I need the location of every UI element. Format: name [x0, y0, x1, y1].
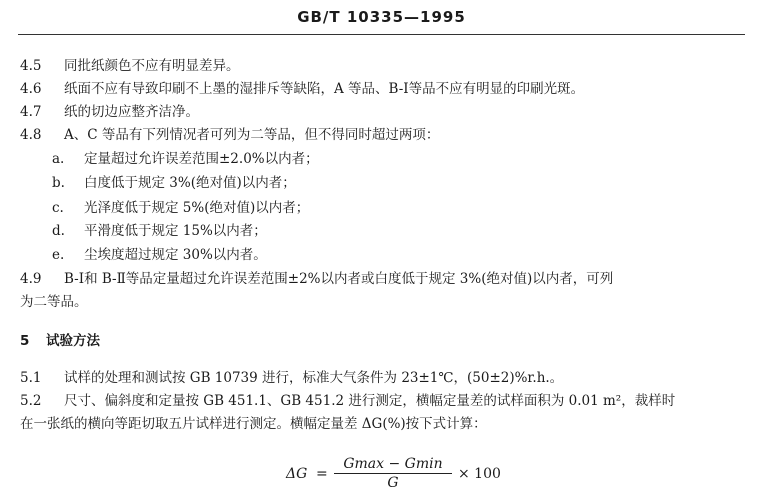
formula-multiplier: × 100 [458, 466, 501, 482]
fraction-bar [334, 473, 452, 474]
clause-text: 尺寸、偏斜度和定量按 GB 451.1、GB 451.2 进行测定，横幅定量差的试样面积为 0.01 m²，裁样时 [64, 393, 676, 409]
formula-lhs: ΔG [286, 466, 308, 482]
clause-number: 4.8 [20, 127, 42, 143]
clause-text: 在一张纸的横向等距切取五片试样进行测定。横幅定量差 ΔG(%)按下式计算： [20, 416, 487, 432]
clause-text: 纸的切边应整齐洁净。 [64, 104, 199, 120]
formula-denominator: G [387, 475, 399, 491]
item-text: 光泽度低于规定 5%(绝对值)以内者； [84, 200, 310, 216]
clause-text: B-Ⅰ和 B-Ⅱ等品定量超过允许误差范围±2%以内者或白度低于规定 3%(绝对值)以内者，可列 [64, 271, 614, 287]
clause-number: 4.5 [20, 58, 42, 74]
clause-text: 同批纸颜色不应有明显差异。 [64, 58, 240, 74]
item-letter: e. [52, 247, 65, 263]
section-number: 5 [20, 333, 30, 349]
formula-equals: = [316, 466, 328, 482]
item-text: 定量超过允许误差范围±2.0%以内者； [84, 151, 319, 167]
clause-number: 4.6 [20, 81, 42, 97]
item-text: 尘埃度超过规定 30%以内者。 [84, 247, 267, 263]
item-letter: c. [52, 200, 64, 216]
standard-header: GB/T 10335—1995 [297, 8, 466, 26]
item-letter: a. [52, 151, 65, 167]
item-letter: d. [52, 223, 65, 239]
clause-number: 5.2 [20, 393, 42, 409]
formula-fraction [334, 456, 452, 491]
clause-text: 试样的处理和测试按 GB 10739 进行，标准大气条件为 23±1℃，(50±2)%r.h.。 [64, 370, 564, 386]
clause-text: 为二等品。 [20, 294, 88, 310]
section-title: 试验方法 [46, 333, 100, 349]
clause-text: 纸面不应有导致印刷不上墨的湿排斥等缺陷，A 等品、B-Ⅰ等品不应有明显的印刷光斑。 [64, 81, 585, 97]
clause-number: 4.7 [20, 104, 42, 120]
clause-number: 5.1 [20, 370, 42, 386]
item-text: 白度低于规定 3%(绝对值)以内者； [84, 175, 296, 191]
item-letter: b. [52, 175, 65, 191]
header-rule [18, 34, 745, 35]
item-text: 平滑度低于规定 15%以内者； [84, 223, 267, 239]
formula-numerator: Gmax − Gmin [343, 456, 443, 472]
clause-number: 4.9 [20, 271, 42, 287]
clause-text: A、C 等品有下列情况者可列为二等品，但不得同时超过两项： [64, 127, 440, 143]
